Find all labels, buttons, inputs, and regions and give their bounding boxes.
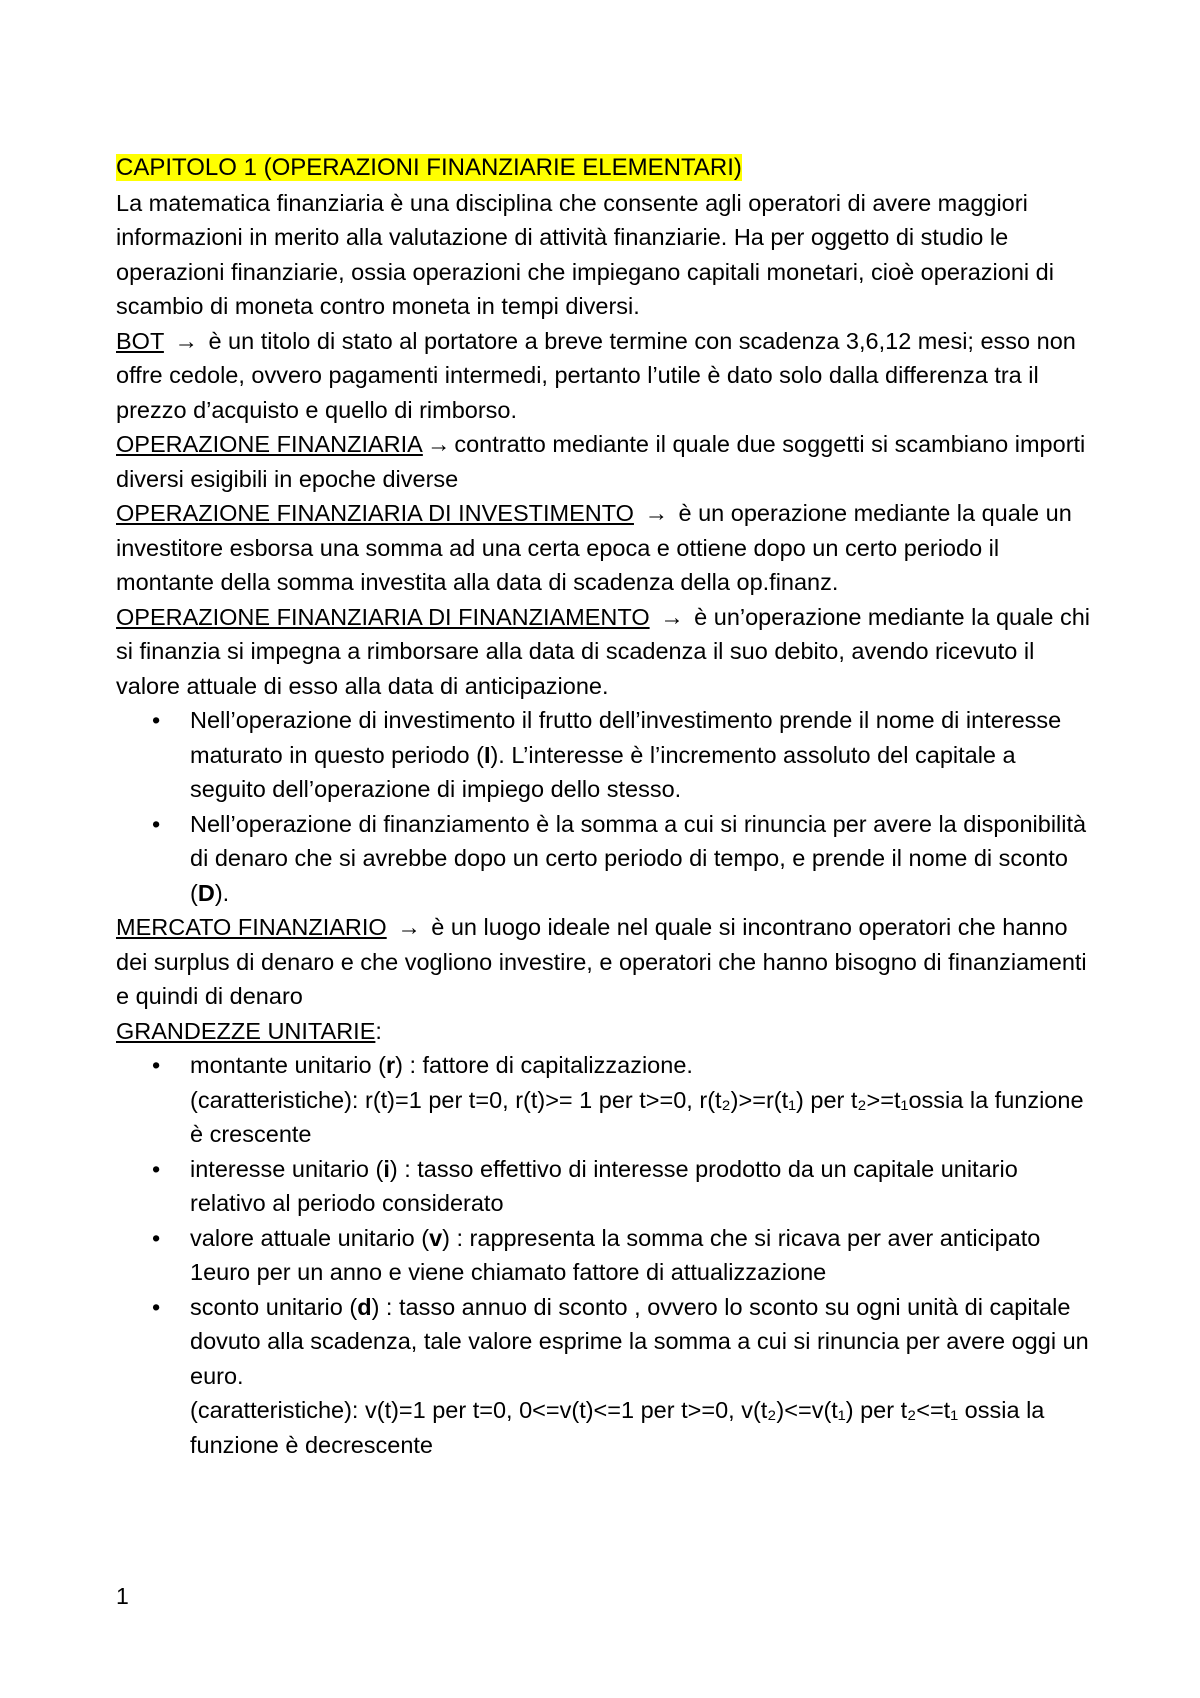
- colon: :: [375, 1017, 382, 1044]
- arrow-right-icon: →: [660, 603, 684, 630]
- list-item-text: montante unitario (: [190, 1052, 386, 1078]
- bullet-icon: •: [152, 1155, 161, 1182]
- list-item: [116, 1152, 1096, 1221]
- list-item-text: ). L’interesse è l’incremento assoluto del capitale a seguito dell’operazione di impiego dello stesso.: [190, 741, 1016, 802]
- list-item-text: ).: [214, 879, 230, 906]
- term-grandezze-unitarie: GRANDEZZE UNITARIE: [116, 1017, 376, 1044]
- chapter-title: CAPITOLO 1 (OPERAZIONI FINANZIARIE ELEMENTARI): [116, 154, 742, 181]
- formula-sconto: (caratteristiche): v(t)=1 per t=0, 0<=v(t)<=1 per t>=0, v(t₂)<=v(t₁) per t₂<=t₁ ossia la funzione è decrescente: [190, 1397, 1045, 1458]
- definition-investimento-text: è un operazione mediante la quale un investitore esborsa una somma ad una certa epoca e ottiene dopo un certo periodo il montante della somma investita alla data di scadenza della op.finanz.: [116, 500, 1072, 595]
- definition-mercato-finanziario: [116, 910, 1096, 1014]
- list-item-text: Nell’operazione di investimento il frutto dell’investimento prende il nome di interesse maturato in questo periodo (: [190, 707, 1062, 768]
- list-item-text: valore attuale unitario (: [190, 1224, 430, 1251]
- list-item: [116, 1221, 1096, 1290]
- intro-paragraph: La matematica finanziaria è una disciplina che consente agli operatori di avere maggiori informazioni in merito alla valutazione di attività finanziarie. Ha per oggetto di studio le operazioni finanziarie, ossia operazioni che impiegano capitali monetari, cioè operazioni di scambio di moneta contro moneta in tempi diversi.: [116, 189, 1054, 319]
- bullet-icon: •: [152, 707, 161, 733]
- symbol-bold: v: [429, 1224, 443, 1251]
- symbol-bold: d: [357, 1293, 372, 1320]
- term-operazione-finanziaria: OPERAZIONE FINANZIARIA: [116, 431, 423, 457]
- bullet-icon: •: [152, 810, 161, 837]
- document-page: [116, 150, 1096, 1462]
- list-item-text: ) : tasso effettivo di interesse prodotto da un capitale unitario relativo al periodo considerato: [190, 1155, 1018, 1216]
- term-investimento: OPERAZIONE FINANZIARIA DI INVESTIMENTO: [116, 500, 634, 526]
- symbol-bold: i: [383, 1155, 390, 1182]
- arrow-right-icon: →: [426, 431, 451, 457]
- symbol-bold: I: [483, 741, 491, 768]
- term-mercato-finanziario: MERCATO FINANZIARIO: [116, 914, 387, 940]
- heading-grandezze-unitarie: [116, 1014, 1096, 1049]
- bullet-list-interesse-sconto: [116, 703, 1096, 910]
- formula-montante: (caratteristiche): r(t)=1 per t=0, r(t)>= 1 per t>=0, r(t₂)>=r(t₁) per t₂>=t₁ossia la funzione è crescente: [190, 1086, 1084, 1147]
- list-item-text: ) : tasso annuo di sconto , ovvero lo sconto su ogni unità di capitale dovuto alla scadenza, tale valore esprime la somma a cui si rinuncia per avere oggi un euro.: [190, 1293, 1089, 1389]
- symbol-bold: r: [385, 1052, 396, 1078]
- list-item-text: ) : rappresenta la somma che si ricava per aver anticipato 1euro per un anno e viene chiamato fattore di attualizzazione: [190, 1224, 1041, 1285]
- definition-investimento: [116, 496, 1096, 600]
- definition-finanziamento: [116, 600, 1096, 704]
- chapter-title-line: [116, 150, 1096, 186]
- definition-bot-text: è un titolo di stato al portatore a breve termine con scadenza 3,6,12 mesi; esso non offre cedole, ovvero pagamenti intermedi, pertanto l’utile è dato solo dalla differenza tra il prezzo d’acquisto e quello di rimborso.: [116, 327, 1076, 423]
- page-number: 1: [116, 1583, 129, 1609]
- definition-mercato-text: è un luogo ideale nel quale si incontrano operatori che hanno dei surplus di denaro e che vogliono investire, e operatori che hanno bisogno di finanziamenti e quindi di denaro: [116, 914, 1087, 1009]
- definition-operazione-finanziaria: [116, 427, 1096, 496]
- list-item-text: ) : fattore di capitalizzazione.: [395, 1052, 693, 1078]
- term-bot: BOT: [116, 327, 164, 354]
- definition-bot: [116, 324, 1096, 428]
- arrow-right-icon: →: [174, 327, 198, 354]
- list-item: [116, 1290, 1096, 1463]
- bullet-icon: •: [152, 1052, 161, 1078]
- bullet-icon: •: [152, 1293, 161, 1320]
- symbol-bold: D: [197, 879, 215, 906]
- bullet-icon: •: [152, 1224, 161, 1251]
- list-item-text: Nell’operazione di finanziamento è la somma a cui si rinuncia per avere la disponibilità di denaro che si avrebbe dopo un certo periodo di tempo, e prende il nome di sconto (: [190, 810, 1087, 906]
- term-finanziamento: OPERAZIONE FINANZIARIA DI FINANZIAMENTO: [116, 603, 650, 630]
- definition-finanziamento-text: è un’operazione mediante la quale chi si finanzia si impegna a rimborsare alla data di scadenza il suo debito, avendo ricevuto il valore attuale di esso alla data di anticipazione.: [116, 603, 1091, 699]
- list-item: [116, 703, 1096, 807]
- list-item-text: interesse unitario (: [190, 1155, 384, 1182]
- bullet-list-grandezze: [116, 1048, 1096, 1462]
- list-item: [116, 1048, 1096, 1152]
- list-item: [116, 807, 1096, 911]
- arrow-right-icon: →: [644, 500, 668, 526]
- definition-operazione-finanziaria-text: contratto mediante il quale due soggetti si scambiano importi diversi esigibili in epoche diverse: [116, 431, 1086, 492]
- arrow-right-icon: →: [397, 914, 421, 940]
- list-item-text: sconto unitario (: [190, 1293, 358, 1320]
